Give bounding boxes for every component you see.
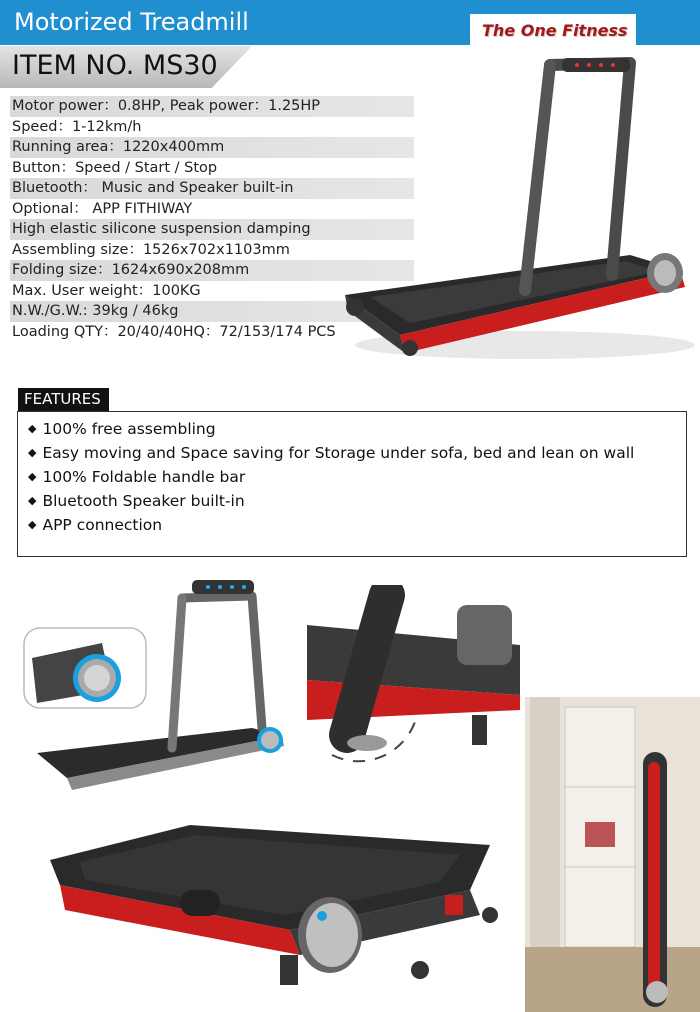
spec-row-optional: Optional： APP FITHIWAY xyxy=(12,200,193,217)
brand-logo: The One Fitness xyxy=(482,21,628,40)
upright-storage-image xyxy=(525,697,700,1012)
feature-item xyxy=(28,468,245,486)
spec-row-suspension: High elastic silicone suspension damping xyxy=(10,219,414,240)
feature-text: APP connection xyxy=(42,516,163,534)
spec-row-bluetooth: Bluetooth： Music and Speaker built-in xyxy=(10,178,414,199)
treadmill-perspective-image xyxy=(40,820,515,992)
features-box xyxy=(17,411,687,557)
damping-closeup-image xyxy=(307,585,520,785)
spec-row-weight: N.W./G.W.: 39kg / 46kg xyxy=(10,301,414,322)
spec-row-running-area: Running area：1220x400mm xyxy=(10,137,414,158)
diamond-bullet-icon: ◆ xyxy=(28,446,37,459)
feature-text: 100% free assembling xyxy=(42,420,216,438)
treadmill-speaker-image xyxy=(22,578,302,803)
spec-row-folding-size: Folding size：1624x690x208mm xyxy=(10,260,414,281)
feature-item xyxy=(28,420,216,438)
spec-row-loading-qty: Loading QTY：20/40/40HQ：72/153/174 PCS xyxy=(12,323,336,340)
diamond-bullet-icon: ◆ xyxy=(28,494,37,507)
feature-text: Easy moving and Space saving for Storage under sofa, bed and lean on wall xyxy=(42,444,635,462)
feature-item xyxy=(28,492,245,510)
spec-row-speed: Speed：1-12km/h xyxy=(12,118,142,135)
feature-item xyxy=(28,516,162,534)
diamond-bullet-icon: ◆ xyxy=(28,470,37,483)
page-title: Motorized Treadmill xyxy=(14,8,249,36)
spec-row-button: Button：Speed / Start / Stop xyxy=(12,159,218,176)
treadmill-hero-image xyxy=(330,55,700,370)
spec-row-assembling-size: Assembling size：1526x702x1103mm xyxy=(12,241,290,258)
feature-text: 100% Foldable handle bar xyxy=(42,468,246,486)
item-number: ITEM NO. MS30 xyxy=(12,50,218,81)
feature-item xyxy=(28,444,634,462)
spec-row-motor: Motor power：0.8HP, Peak power：1.25HP xyxy=(10,96,414,117)
diamond-bullet-icon: ◆ xyxy=(28,422,37,435)
feature-text: Bluetooth Speaker built-in xyxy=(42,492,245,510)
spec-row-max-weight: Max. User weight：100KG xyxy=(12,282,201,299)
features-heading: FEATURES xyxy=(18,388,109,411)
diamond-bullet-icon: ◆ xyxy=(28,518,37,531)
